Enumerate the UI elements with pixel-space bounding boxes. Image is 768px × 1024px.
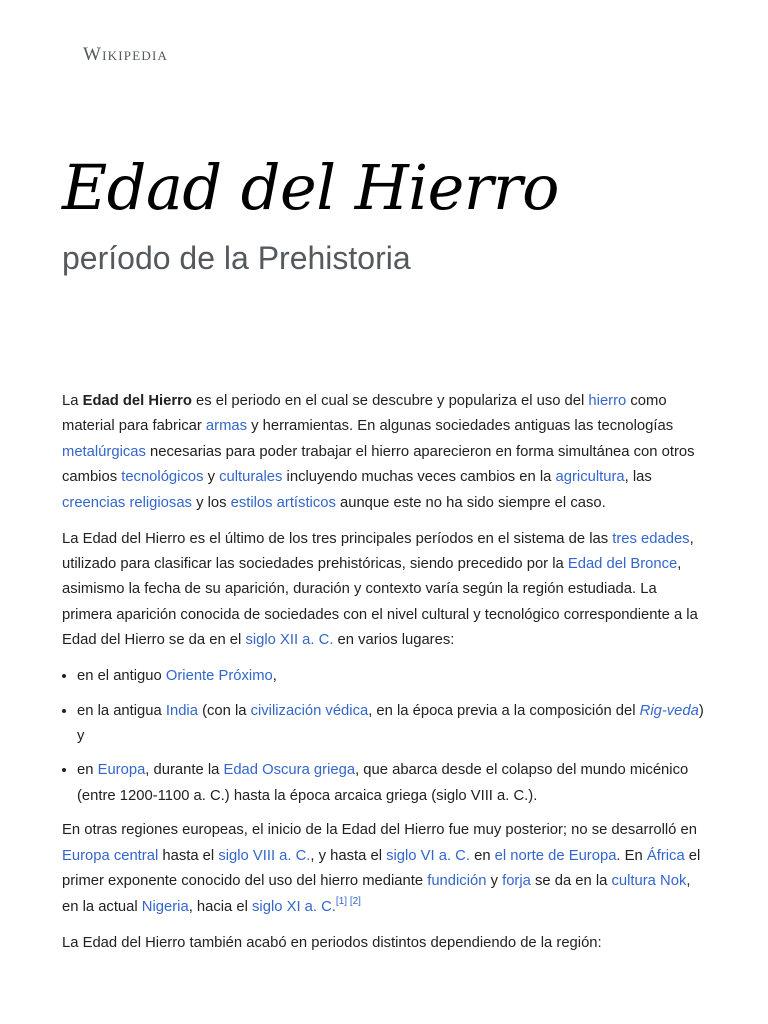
text: aunque este no ha sido siempre el caso. — [335, 494, 606, 511]
text: necesarias para poder trabajar el hierro aparecieron en forma simultánea con otros cambios — [62, 443, 695, 486]
paragraph-final — [62, 931, 708, 956]
list-item — [77, 664, 708, 689]
wikipedia-logo[interactable]: Wikipedia — [83, 44, 169, 65]
link-tecnologicos[interactable]: tecnológicos — [121, 469, 204, 486]
link-edad-oscura-griega[interactable]: Edad Oscura griega — [223, 762, 356, 779]
text: La Edad del Hierro también acabó en periodos distintos dependiendo de la región: — [62, 934, 602, 951]
link-siglo-vi[interactable]: siglo VI a. C. — [386, 847, 470, 864]
link-edad-del-bronce[interactable]: Edad del Bronce — [567, 556, 678, 573]
link-fundicion[interactable]: fundición — [427, 873, 487, 890]
reference-1[interactable]: [1] — [335, 895, 348, 907]
text: , las — [624, 469, 652, 486]
link-agricultura[interactable]: agricultura — [555, 469, 625, 486]
text: y — [486, 873, 503, 890]
text: , hacia el — [188, 898, 253, 915]
link-armas[interactable]: armas — [205, 418, 248, 435]
text: , durante la — [145, 762, 224, 779]
text: en — [469, 847, 495, 864]
link-creencias-religiosas[interactable]: creencias religiosas — [62, 494, 192, 511]
link-africa[interactable]: África — [646, 847, 685, 864]
text: , asimismo la fecha de su aparición, duración y contexto varía según la región estudiada. La primera aparición conocida de sociedades con el nivel cultural y tecnológico correspondiente a la Edad del Hierro se da en el — [62, 556, 698, 649]
text: , siendo precedido por la — [401, 556, 568, 573]
article-body — [62, 389, 708, 967]
list-item — [77, 699, 708, 750]
page-subtitle: período de la Prehistoria — [62, 240, 411, 276]
link-estilos-artisticos[interactable]: estilos artísticos — [230, 494, 336, 511]
text: en varios lugares: — [333, 632, 455, 649]
text: se da en la — [530, 873, 612, 890]
paragraph-otras-regiones — [62, 818, 708, 920]
text: La — [62, 393, 83, 409]
text: en — [77, 762, 98, 779]
link-siglo-xii[interactable]: siglo XII a. C. — [245, 632, 334, 649]
link-metalurgicas[interactable]: metalúrgicas — [62, 443, 146, 460]
text: ) y — [77, 702, 704, 745]
text: , — [272, 668, 277, 685]
text: , y hasta el — [310, 847, 387, 864]
text: . En — [616, 847, 647, 864]
text: , en la actual — [62, 873, 691, 915]
link-siglo-xi[interactable]: siglo XI a. C. — [252, 898, 336, 915]
text: , utilizado para clasificar las sociedades — [62, 530, 694, 573]
text: en el antiguo — [77, 668, 166, 685]
text: como material para fabricar — [62, 393, 667, 435]
page-title: Edad del Hierro — [62, 151, 559, 224]
link-culturales[interactable]: culturales — [219, 469, 283, 486]
text: y herramientas. En algunas sociedades antiguas las tecnologías — [247, 418, 674, 435]
bold-term: Edad del Hierro — [82, 393, 192, 409]
text: y los — [191, 494, 231, 511]
link-europa[interactable]: Europa — [97, 762, 146, 779]
link-oriente-proximo[interactable]: Oriente Próximo — [165, 668, 273, 685]
text: (con la — [197, 702, 251, 719]
text: es el periodo en el cual se descubre y populariza el uso del — [191, 393, 589, 409]
text: y — [203, 469, 220, 486]
link-cultura-nok[interactable]: cultura Nok — [611, 873, 687, 890]
link-civilizacion-vedica[interactable]: civilización védica — [250, 702, 369, 719]
text: el primer exponente conocido del uso del hierro mediante — [62, 847, 701, 890]
text: En otras regiones europeas, el inicio de la Edad del Hierro fue muy posterior; no se desarrolló en — [62, 822, 697, 839]
text: en la antigua — [77, 702, 166, 719]
text: incluyendo muchas veces cambios en la — [282, 469, 556, 486]
paragraph-tres-edades — [62, 527, 708, 654]
text: hasta el — [158, 847, 219, 864]
text: , en la época previa a la composición del — [368, 702, 640, 719]
regions-list — [62, 664, 708, 809]
reference-2[interactable]: [2] — [349, 895, 361, 907]
link-forja[interactable]: forja — [502, 873, 531, 890]
link-europa-central[interactable]: Europa central — [62, 847, 159, 864]
link-india[interactable]: India — [165, 702, 198, 719]
paragraph-intro — [62, 389, 708, 516]
text: La Edad del Hierro es el último de los tres principales períodos en el sistema de las — [62, 530, 613, 547]
link-tres-edades[interactable]: tres edades — [612, 530, 690, 547]
link-norte-de-europa[interactable]: el norte de Europa — [494, 847, 617, 864]
text: prehistóricas — [317, 556, 402, 573]
list-item — [77, 758, 708, 809]
text: , que abarca desde el colapso del mundo micénico (entre 1200-1100 a. C.) hasta la época arcaica griega (siglo VIII a. C.). — [77, 762, 689, 804]
link-hierro[interactable]: hierro — [588, 393, 627, 409]
link-nigeria[interactable]: Nigeria — [141, 898, 189, 915]
link-siglo-viii[interactable]: siglo VIII a. C. — [218, 847, 311, 864]
link-rig-veda[interactable]: Rig-veda — [639, 702, 699, 719]
